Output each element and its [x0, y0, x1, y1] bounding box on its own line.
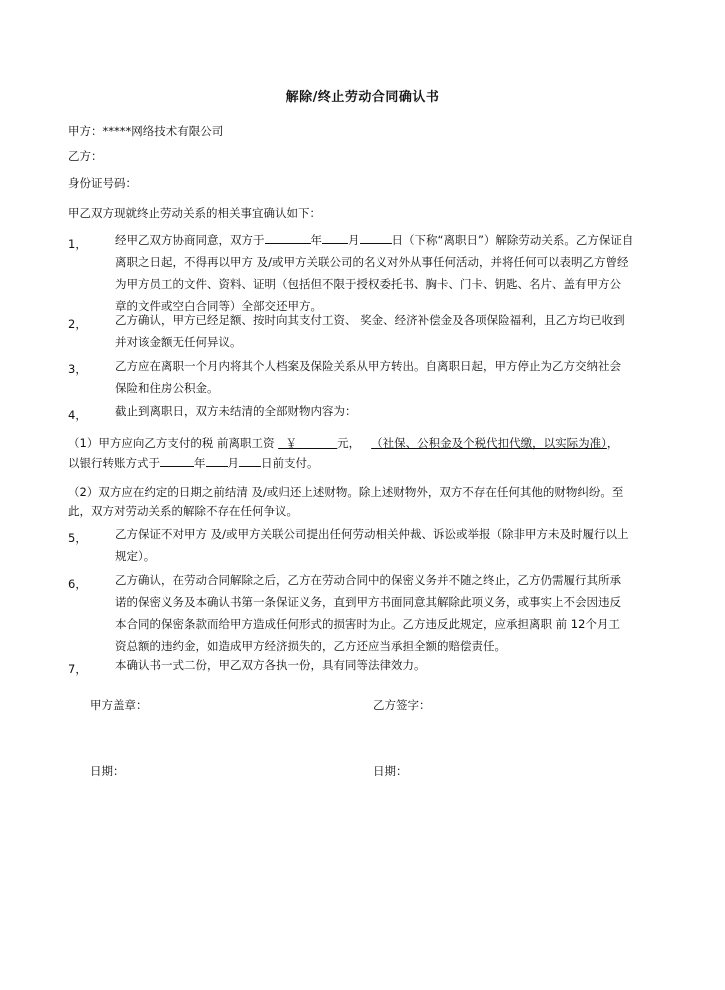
item-4-number: 4， [68, 408, 87, 422]
intro-text: 甲乙双方现就终止劳动关系的相关事宜确认如下： [68, 206, 321, 220]
item-6-text: 乙方确认，在劳动合同解除之后，乙方在劳动合同中的保密义务并不随之终止，乙方仍需履行其所承 诺的保密义务及本确认书第一条保证义务，直到甲方书面同意其解除此项义务，或事实上不会因违反 本合同的保密条款而给甲方造成任何形式的损害时为止。乙方违反此规定，应承担离职 前 12个月工 资总额的违约金，如造成甲方经济损失的，乙方还应当承担全额的赔偿责任。 [115, 573, 621, 653]
item-1-line-3: 为甲方员工的文件、资料、证明（包括但不限于授权委托书、胸卡、门卡、钥匙、名片、盖有甲方公 [115, 277, 621, 291]
item-2-number: 2， [68, 317, 87, 331]
item-1-line-2: 离职之日起，不得再以甲方 及/或甲方关联公司的名义对外从事任何活动，并将任何可以表明乙方曾经 [115, 255, 629, 269]
item-4-text: 截止到离职日，双方未结清的全部财物内容为： [115, 404, 357, 418]
item-7-number: 7， [68, 662, 87, 676]
salary-amount-blank: ￥ [285, 436, 297, 450]
party-b-signature-label: 乙方签字： [373, 698, 431, 712]
party-a-line: 甲方：*****网络技术有限公司 [68, 124, 224, 138]
item-2-text: 乙方确认，甲方已经足额、按时向其支付工资、 奖金、经济补偿金及各项保险福利，且乙方均已收到 并对该金额无任何异议。 [115, 313, 625, 349]
item-5-number: 5， [68, 531, 87, 545]
date-month-blank [322, 231, 348, 244]
sub-item-2-line-2: 此，双方对劳动关系的解除不存在任何争议。 [68, 504, 298, 518]
item-1-text [115, 229, 660, 317]
item-5-text: 乙方保证不对甲方 及/或甲方关联公司提出任何劳动相关仲裁、诉讼或举报（除非甲方未及时履行以上 规定）。 [115, 527, 629, 563]
date-year-blank [265, 231, 311, 244]
item-6-number: 6， [68, 577, 87, 591]
document-title: 解除/终止劳动合同确认书 [285, 90, 440, 105]
party-b-line: 乙方： [68, 149, 103, 163]
sub-item-1-line-2: 以银行转账方式于 年 月 日前支付。 [68, 456, 319, 470]
item-7-text: 本确认书一式二份，甲乙双方各执一份，具有同等法律效力。 [115, 658, 426, 672]
item-1-line-1: 经甲乙双方协商同意，双方于 年 月 日（下称“离职日”）解除劳动关系。乙方保证自 [115, 233, 634, 247]
sub-item-2-line-1: （2）双方应在约定的日期之前结清 及/或归还上述财物。除上述财物外，双方不存在任何其他的财物纠纷。至 [68, 485, 624, 499]
id-number-line: 身份证号码： [68, 176, 137, 190]
sub-item-1-line-1: （1）甲方应向乙方支付的税 前离职工资 ￥ 元， （社保、公积金及个税代扣代缴，以实际为准）， [68, 436, 619, 450]
item-1-line-4: 章的文件或空白合同等）全部交还甲方。 [115, 299, 322, 313]
party-a-date-label: 日期： [90, 764, 125, 778]
party-b-date-label: 日期： [373, 764, 408, 778]
item-3-text: 乙方应在离职一个月内将其个人档案及保险关系从甲方转出。自离职日起，甲方停止为乙方交纳社会 保险和住房公积金。 [115, 359, 621, 395]
item-1-number: 1， [68, 237, 87, 251]
pay-month-blank [206, 454, 228, 467]
party-a-seal-label: 甲方盖章： [90, 698, 148, 712]
date-day-blank [360, 231, 392, 244]
pay-year-blank [160, 454, 194, 467]
pay-day-blank [239, 454, 261, 467]
item-3-number: 3， [68, 362, 87, 376]
